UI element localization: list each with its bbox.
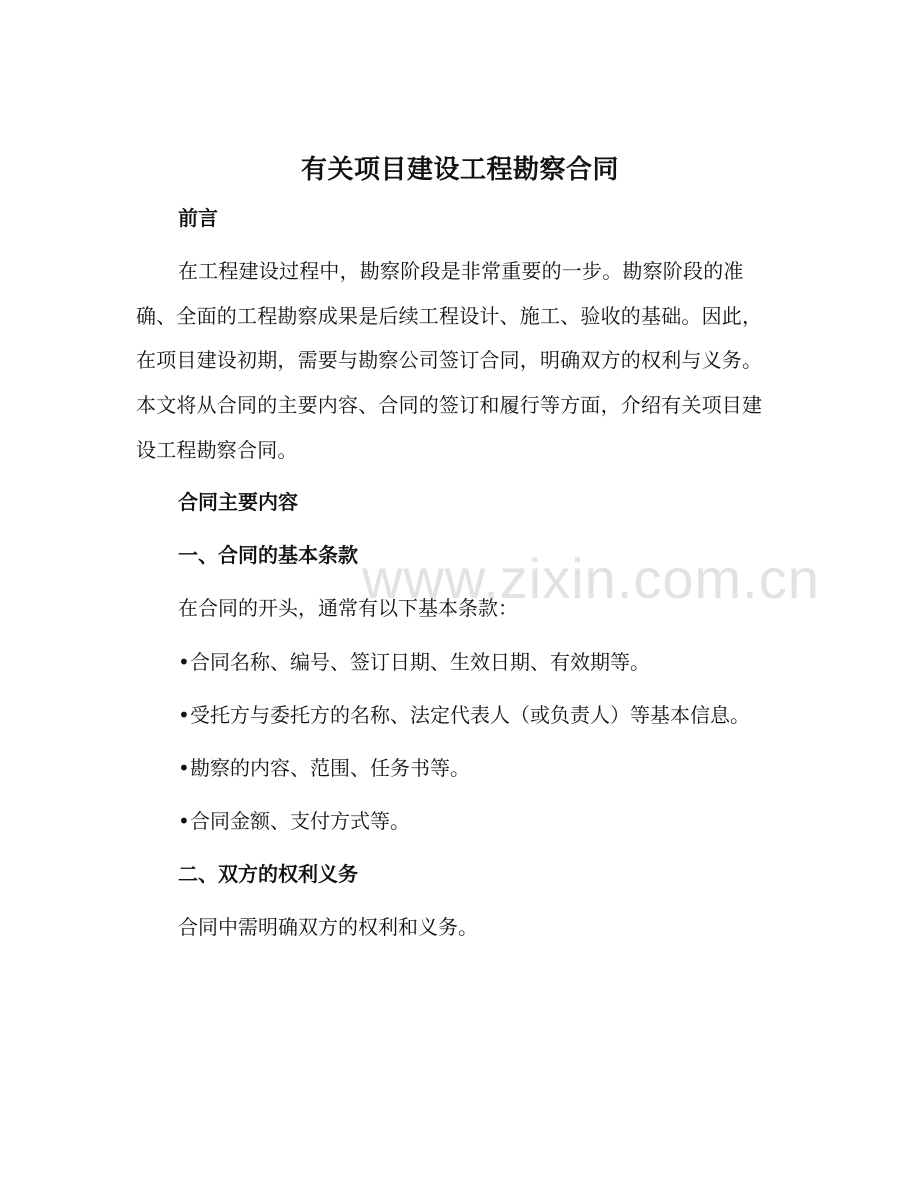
bullet-icon: •	[178, 809, 190, 833]
main-content-heading: 合同主要内容	[178, 490, 298, 514]
section2-text: 合同中需明确双方的权利和义务。	[178, 915, 478, 939]
section1-intro: 在合同的开头，通常有以下基本条款：	[178, 596, 518, 620]
preface-heading: 前言	[178, 206, 218, 230]
list-item	[178, 805, 410, 837]
section2-heading: 二、双方的权利义务	[178, 862, 358, 886]
list-item-text: 勘察的内容、范围、任务书等。	[190, 756, 470, 780]
bullet-icon: •	[178, 650, 190, 674]
bullet-icon: •	[178, 756, 190, 780]
watermark: www.zixin.com.cn	[362, 547, 820, 610]
bullet-icon: •	[178, 703, 190, 727]
list-item	[178, 699, 750, 731]
list-item	[178, 752, 470, 784]
preface-paragraph: 在工程建设过程中，勘察阶段是非常重要的一步。勘察阶段的准确、全面的工程勘察成果是后续工程设计、施工、验收的基础。因此，在项目建设初期，需要与勘察公司签订合同，明确双方的权利与义务。本文将从合同的主要内容、合同的签订和履行等方面，介绍有关项目建设工程勘察合同。	[136, 259, 763, 462]
list-item-text: 合同金额、支付方式等。	[190, 809, 410, 833]
list-item-text: 受托方与委托方的名称、法定代表人（或负责人）等基本信息。	[190, 703, 750, 727]
document-title: 有关项目建设工程勘察合同	[300, 155, 619, 185]
list-item-text: 合同名称、编号、签订日期、生效日期、有效期等。	[190, 650, 650, 674]
section1-heading: 一、合同的基本条款	[178, 543, 358, 567]
list-item	[178, 646, 650, 678]
